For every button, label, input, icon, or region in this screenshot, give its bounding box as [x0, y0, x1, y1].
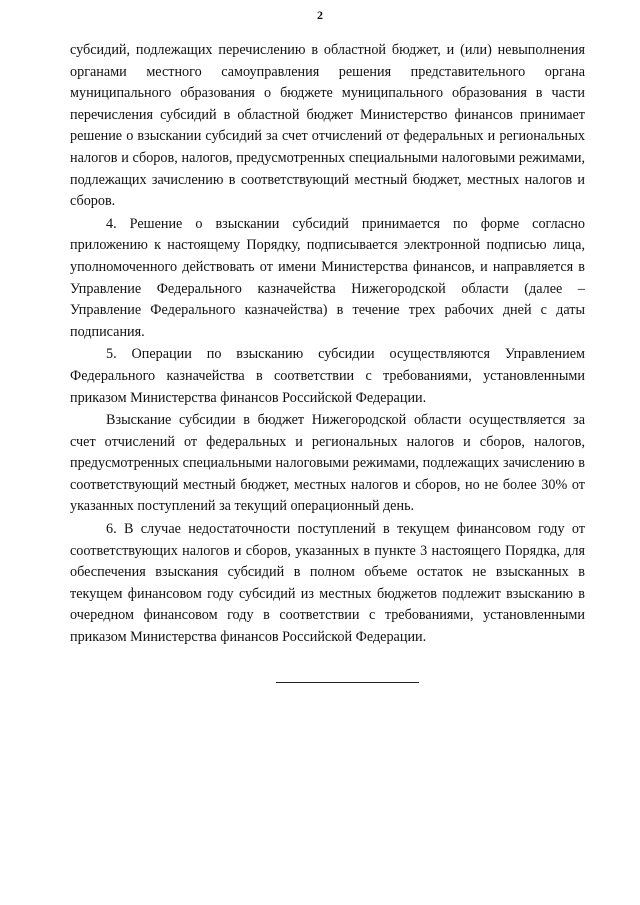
paragraph-item-5: 5. Операции по взысканию субсидии осуществляются Управлением Федерального казначейства в соответствии с требованиями, установленными приказом Министерства финансов Российской Федерации.	[70, 346, 585, 406]
paragraph-item-4: 4. Решение о взыскании субсидий принимается по форме согласно приложению к настоящему Порядку, подписывается электронной подписью лица, уполномоченного действовать от имени Министерства финансов, и направляется в Управление Федерального казначейства Нижегородской области (далее – Управление Федерального казначейства) в течение трех рабочих дней с даты подписания.	[70, 215, 585, 340]
paragraph-item-6: 6. В случае недостаточности поступлений в текущем финансовом году от соответствующих налогов и сборов, указанных в пункте 3 настоящего Порядка, для обеспечения взыскания субсидий в полном объеме остаток не взысканных в текущем финансовом году субсидий из местных бюджетов подлежит взысканию в очередном финансовом году в соответствии с требованиями, установленными приказом Министерства финансов Российской Федерации.	[70, 521, 585, 646]
end-of-document-rule	[276, 682, 419, 683]
paragraph-continuation: субсидий, подлежащих перечислению в областной бюджет, и (или) невыполнения органами местного самоуправления решения представительного органа муниципального образования о бюджете муниципального образования в части перечисления субсидий в областной бюджет Министерство финансов принимает решение о взыскании субсидий за счет отчислений от федеральных и региональных налогов и сборов, налогов, предусмотренных специальными налоговыми режимами, подлежащих зачислению в соответствующий местный бюджет, местных налогов и сборов.	[70, 42, 585, 210]
document-body	[70, 40, 585, 649]
paragraph-item-5-collection: Взыскание субсидии в бюджет Нижегородской области осуществляется за счет отчислений от федеральных и региональных налогов и сборов, налогов, предусмотренных специальными налоговыми режимами, подлежащих зачислению в соответствующий местный бюджет, местных налогов и сборов, но не более 30% от указанных поступлений за текущий операционный день.	[70, 412, 585, 515]
page-number: 2	[317, 8, 323, 22]
